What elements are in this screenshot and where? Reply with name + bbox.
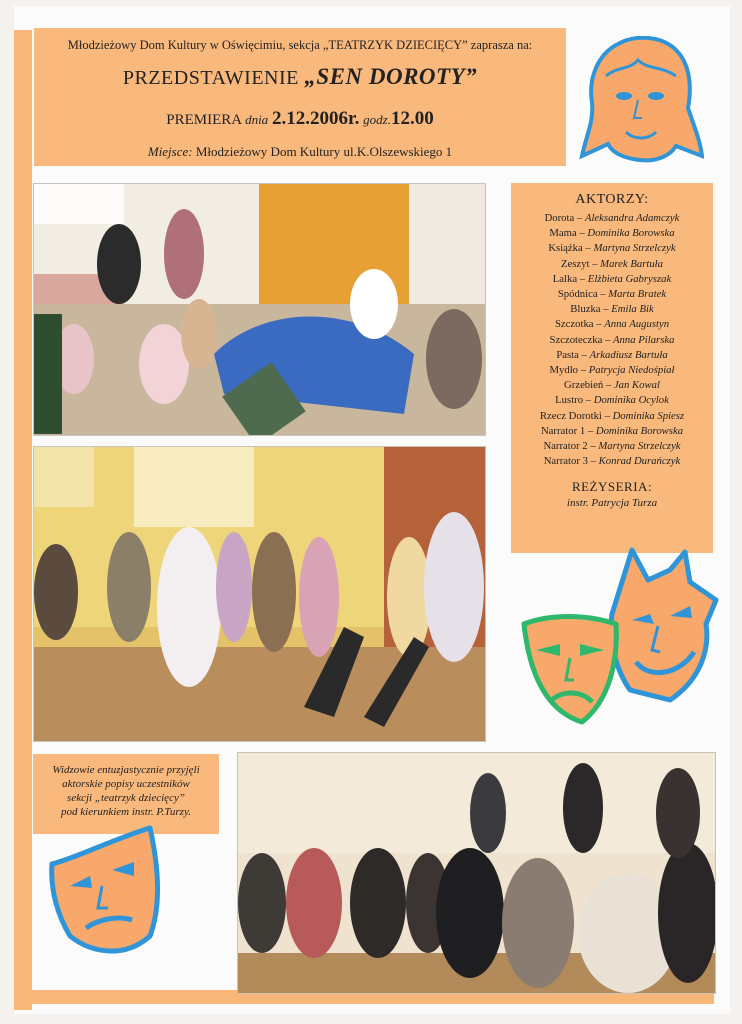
director-name: instr. Patrycja Turza: [566, 497, 658, 510]
title-prefix: PRZEDSTAWIENIE: [122, 67, 299, 89]
cast-row: Pasta – Arkadiusz Bartuła: [556, 348, 668, 361]
photo-children-standing: [33, 446, 486, 742]
photo-audience: [237, 752, 716, 994]
theater-masks-pair: [520, 540, 720, 730]
date-value: 2.12.2006r.: [271, 108, 360, 129]
happy-mask-icon: [611, 550, 716, 700]
title-name: „SEN DOROTY”: [304, 64, 478, 89]
place-line: [34, 144, 566, 160]
cast-row: Narrator 1 – Dominika Borowska: [540, 424, 684, 437]
cast-row: Lustro – Dominika Ocylok: [555, 394, 669, 407]
sad-mask-icon: [524, 617, 616, 723]
cast-row: Szczotka – Anna Augustyn: [554, 318, 670, 331]
cast-row: Szczoteczka – Anna Pilarska: [549, 333, 675, 346]
cast-list: [511, 211, 713, 469]
caption-line: pod kierunkiem instr. P.Turzy.: [61, 806, 191, 818]
left-border-strip: [14, 30, 32, 1010]
photo-play-scene-floor: [33, 183, 486, 436]
place-value: Młodzieżowy Dom Kultury ul.K.Olszewskiego 1: [195, 144, 453, 159]
caption-line: sekcji „teatrzyk dziecięcy”: [67, 792, 185, 804]
premiere-line: [34, 108, 566, 130]
cast-row: Spódnica – Marta Bratek: [557, 288, 667, 301]
cast-row: Bluzka – Emila Bik: [570, 303, 654, 316]
cast-row: Grzebień – Jan Kowal: [564, 379, 660, 392]
show-title: [34, 64, 566, 90]
cast-row: Mama – Dominika Borowska: [549, 227, 675, 240]
cast-row: Dorota – Aleksandra Adamczyk: [544, 212, 680, 224]
cast-title: AKTORZY:: [575, 192, 649, 207]
time-label: godz.: [363, 112, 391, 127]
audience-caption: [33, 754, 219, 834]
place-label: Miejsce:: [147, 144, 193, 159]
premiere-label: PREMIERA: [166, 112, 242, 128]
cast-row: Lalka – Elżbieta Gabryszak: [552, 272, 672, 285]
director-title: REŻYSERIA:: [571, 479, 653, 495]
cast-row: Narrator 3 – Konrad Durańczyk: [543, 455, 681, 468]
date-label: dnia: [245, 112, 269, 127]
cast-row: Rzecz Dorotki – Dominika Spiesz: [539, 409, 685, 422]
caption-line: Widzowie entuzjastycznie przyjęli: [52, 764, 200, 776]
cast-row: Książka – Martyna Strzelczyk: [548, 242, 676, 255]
girl-face-mask-icon: [578, 36, 704, 164]
invitation-line: Młodzieżowy Dom Kultury w Oświęcimiu, sekcja „TEATRZYK DZIECIĘCY” zaprasza na:: [67, 38, 533, 52]
header-panel: [34, 28, 566, 166]
time-value: 12.00: [390, 108, 434, 129]
cast-row: Narrator 2 – Martyna Strzelczyk: [543, 440, 681, 453]
cast-panel: [511, 183, 713, 553]
caption-line: aktorskie popisy uczestników: [62, 778, 190, 790]
cast-row: Zeszyt – Marek Bartuła: [560, 257, 663, 270]
cast-row: Mydło – Patrycja Niedośpiał: [549, 364, 675, 377]
small-mask-icon: [46, 824, 164, 956]
